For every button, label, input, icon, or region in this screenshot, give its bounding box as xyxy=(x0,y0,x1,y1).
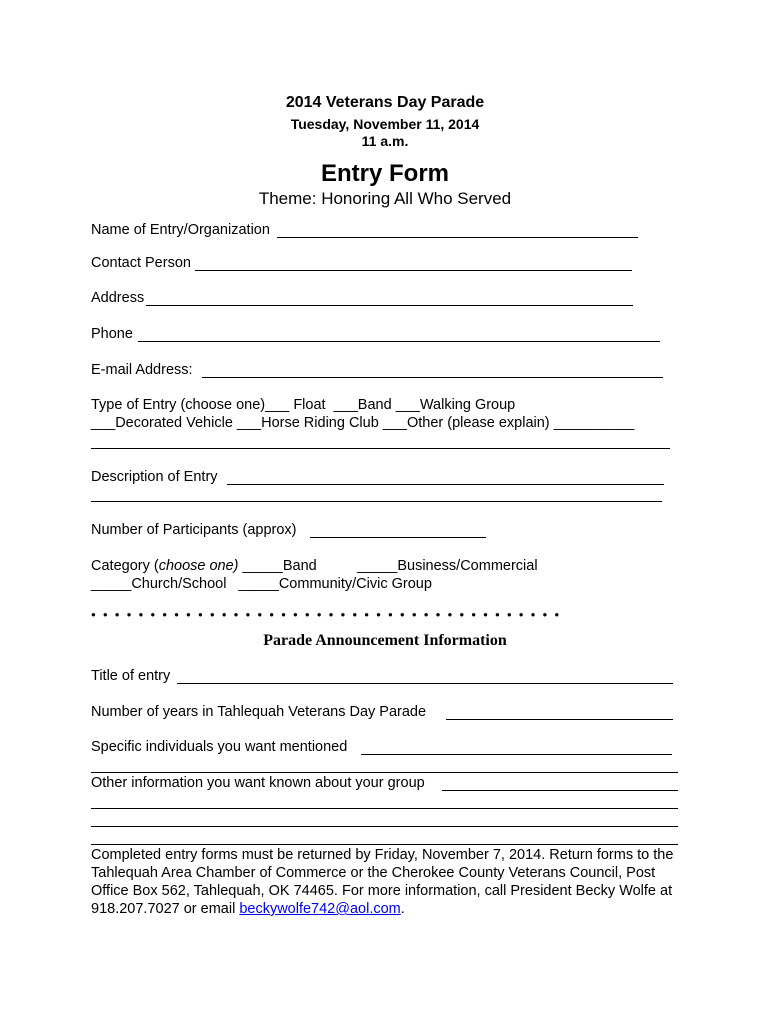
footer-text: Completed entry forms must be returned by Friday, November 7, 2014. Return forms to the Tahlequah Area Chamber of Commerce or the Cherokee County Veterans Council, Post Office Box 562, Tahlequah, OK 74465. For more information, call President Becky Wolfe at 918.207.7027 or email xyxy=(91,847,674,917)
description-field[interactable] xyxy=(227,484,664,485)
participants-label: Number of Participants (approx) xyxy=(91,522,301,538)
announcement-section-title: Parade Announcement Information xyxy=(263,632,507,649)
dotted-divider: ●●●●●●●●●●●●●●●●●●●●●●●●●●●●●●●●●●●●●●●● xyxy=(91,610,567,619)
event-date: Tuesday, November 11, 2014 xyxy=(290,116,480,132)
email-field[interactable] xyxy=(202,377,663,378)
name-field[interactable] xyxy=(277,237,638,238)
other-info-label: Other information you want known about your group xyxy=(91,775,429,791)
category-options-1: _____Band _____Business/Commercial xyxy=(238,558,538,574)
individuals-label: Specific individuals you want mentioned xyxy=(91,739,352,755)
type-of-entry-line1[interactable]: Type of Entry (choose one)___ Float ___Band ___Walking Group xyxy=(91,397,516,413)
category-line2[interactable]: _____Church/School _____Community/Civic Group xyxy=(91,576,432,592)
category-prefix: Category ( xyxy=(91,558,159,574)
form-title: Entry Form xyxy=(320,160,449,187)
type-of-entry-line2[interactable]: ___Decorated Vehicle ___Horse Riding Club ___Other (please explain) __________ xyxy=(91,415,635,431)
theme-line: Theme: Honoring All Who Served xyxy=(258,189,512,208)
description-label: Description of Entry xyxy=(91,469,222,485)
years-label: Number of years in Tahlequah Veterans Day Parade xyxy=(91,704,431,720)
type-explain-field[interactable] xyxy=(91,448,670,449)
event-time: 11 a.m. xyxy=(361,133,409,149)
category-line1[interactable] xyxy=(91,558,538,575)
individuals-field-2[interactable] xyxy=(91,772,678,773)
other-info-field-4[interactable] xyxy=(91,844,678,845)
contact-label: Contact Person xyxy=(91,255,191,271)
individuals-field[interactable] xyxy=(361,754,672,755)
address-field[interactable] xyxy=(146,305,633,306)
entry-title-field[interactable] xyxy=(177,683,673,684)
other-info-field-2[interactable] xyxy=(91,808,678,809)
participants-field[interactable] xyxy=(310,537,486,538)
description-field-2[interactable] xyxy=(91,501,662,502)
years-field[interactable] xyxy=(446,719,673,720)
contact-email-link[interactable]: beckywolfe742@aol.com xyxy=(239,901,401,917)
contact-field[interactable] xyxy=(195,270,632,271)
footer-end: . xyxy=(400,901,405,917)
category-italic: choose one) xyxy=(158,558,239,574)
email-label: E-mail Address: xyxy=(91,362,197,378)
phone-field[interactable] xyxy=(138,341,660,342)
entry-title-label: Title of entry xyxy=(91,668,175,684)
other-info-field[interactable] xyxy=(442,790,678,791)
other-info-field-3[interactable] xyxy=(91,826,678,827)
address-label: Address xyxy=(91,290,145,306)
phone-label: Phone xyxy=(91,326,137,342)
name-label: Name of Entry/Organization xyxy=(91,222,270,238)
footer-instructions xyxy=(91,846,691,918)
event-title: 2014 Veterans Day Parade xyxy=(285,94,485,111)
